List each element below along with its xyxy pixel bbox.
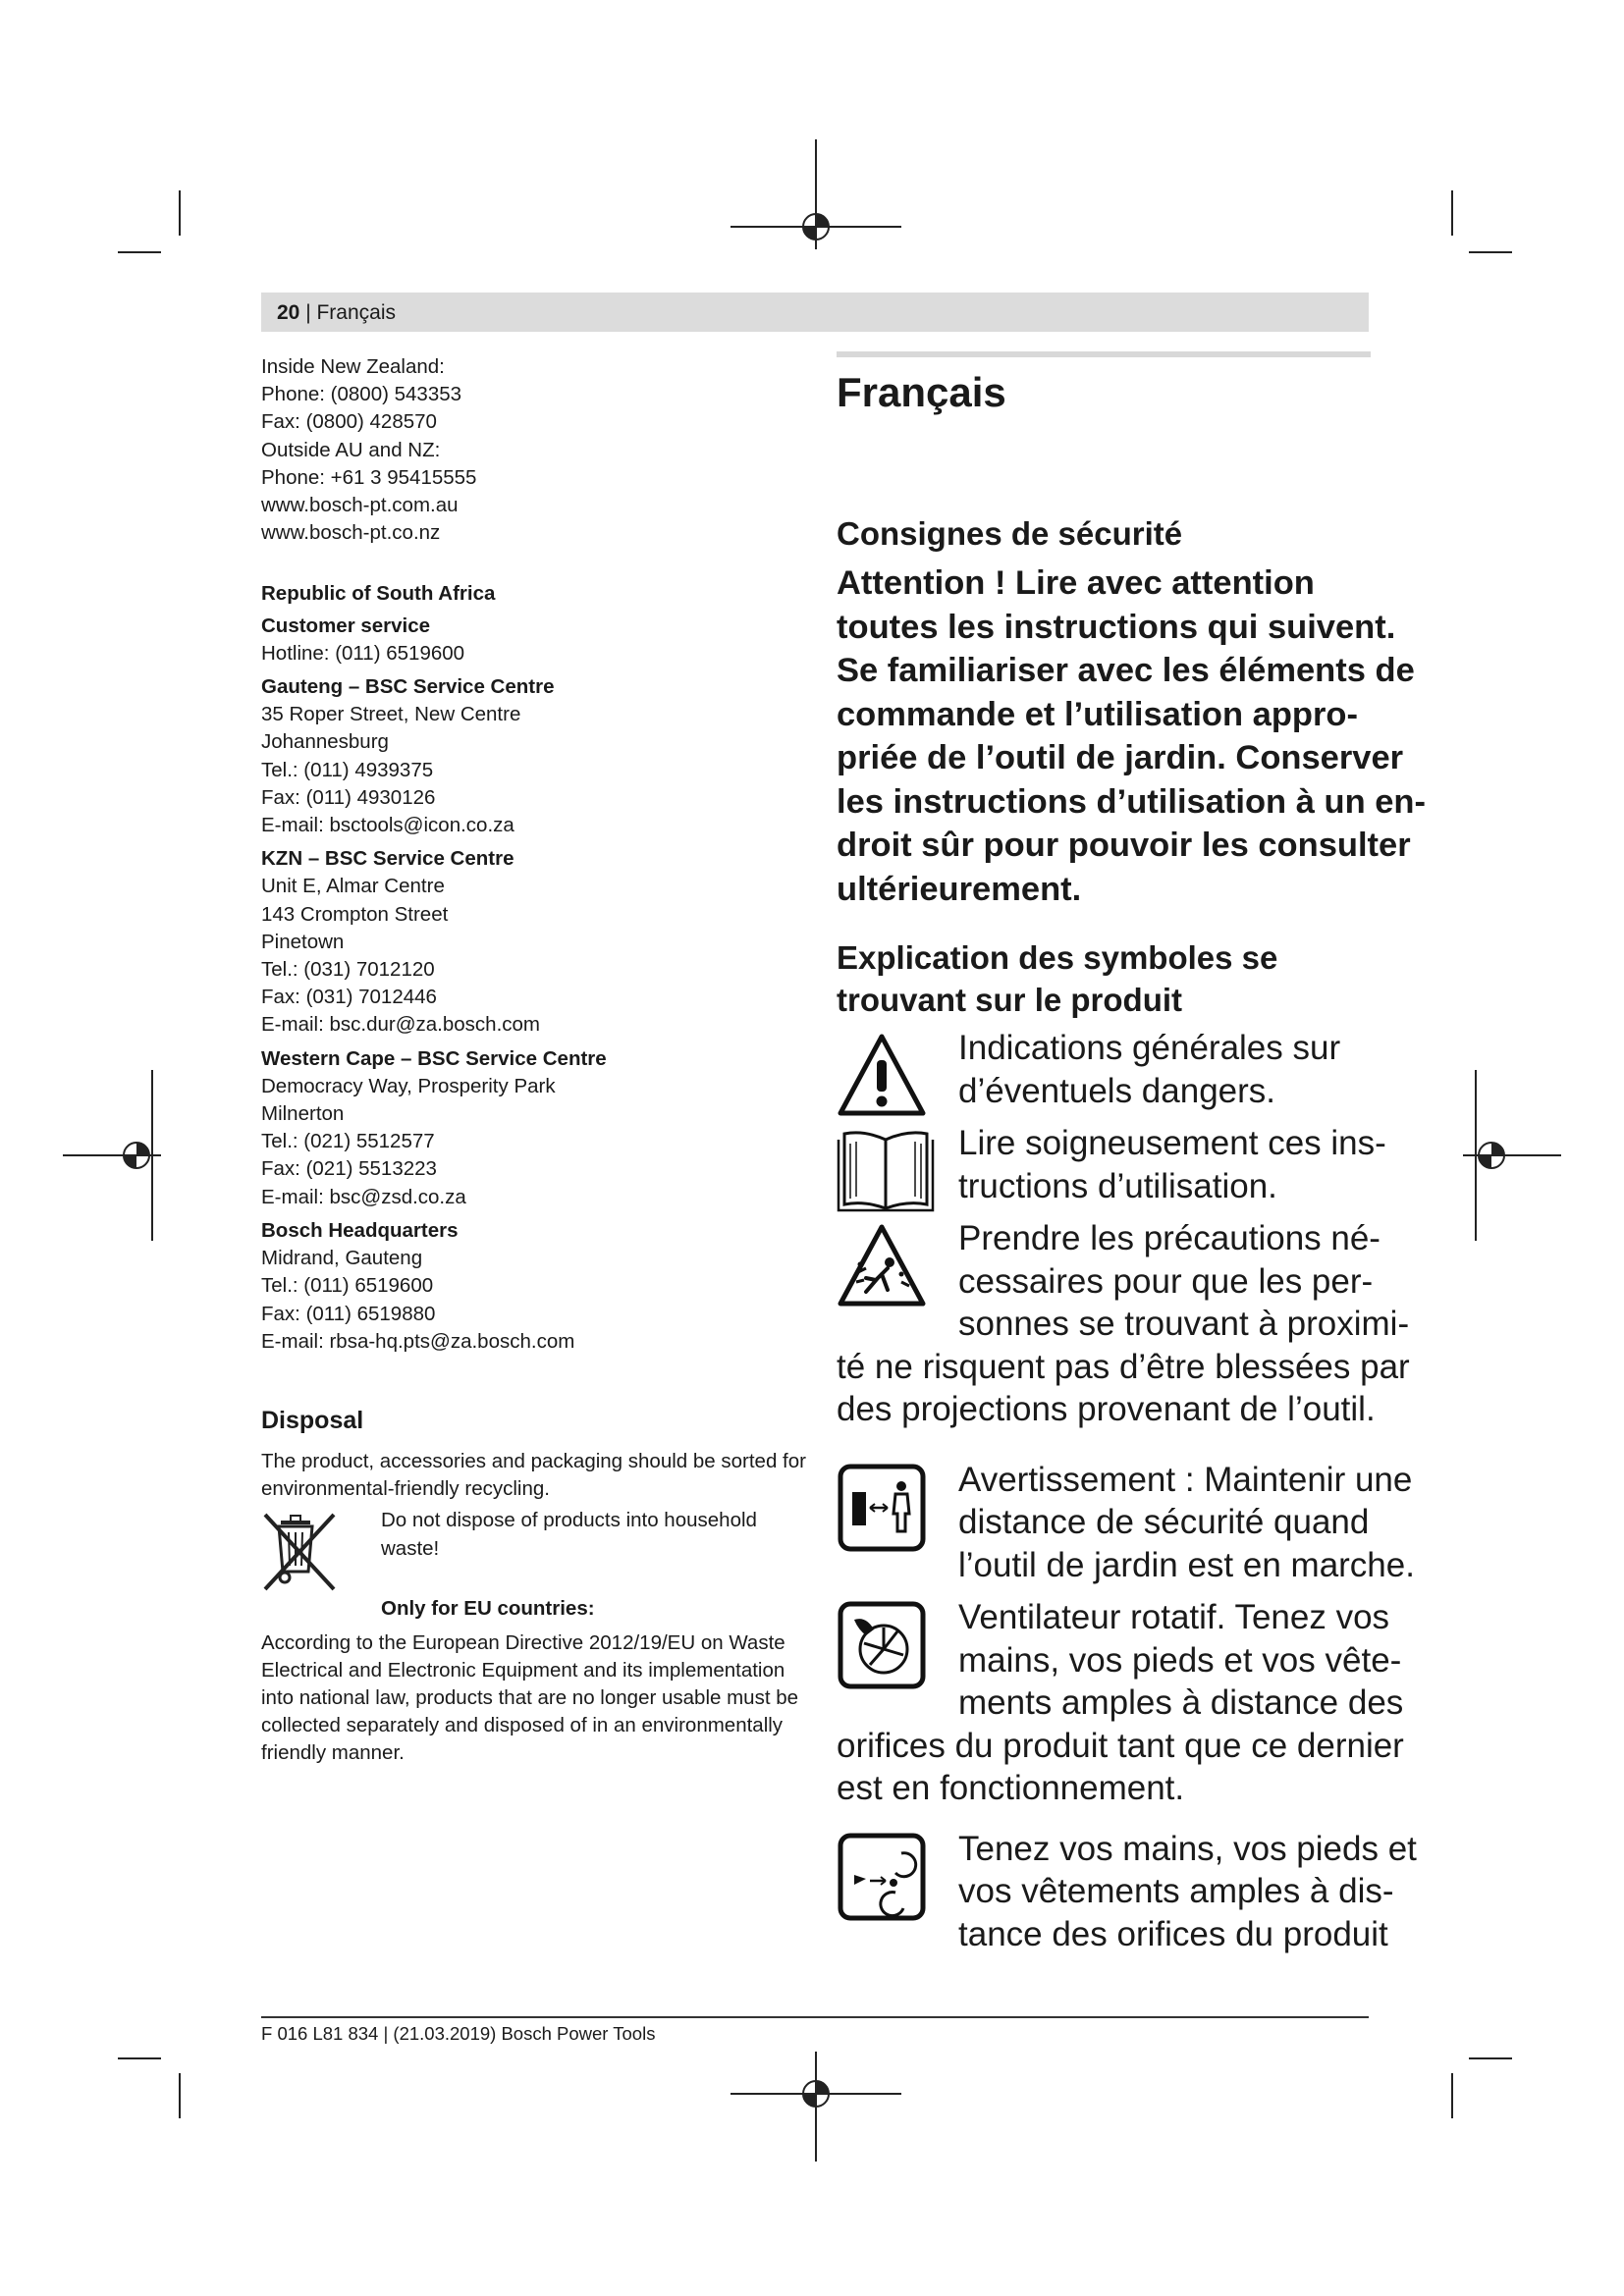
email-link[interactable]: E-mail: bsc@zsd.co.za bbox=[261, 1185, 466, 1208]
section-title: Customer service bbox=[261, 614, 431, 637]
header-section: Français bbox=[316, 301, 397, 324]
section-rule bbox=[837, 351, 1371, 357]
section-title: Gauteng – BSC Service Centre bbox=[261, 675, 555, 699]
contact-line: 143 Crompton Street bbox=[261, 902, 449, 926]
contact-line: Fax: (031) 7012446 bbox=[261, 986, 437, 1009]
website-link[interactable]: www.bosch-pt.com.au bbox=[261, 494, 459, 517]
symbol-text-line: Tenez vos mains, vos pieds et bbox=[958, 1829, 1417, 1868]
symbol-text-line: ments amples à distance des bbox=[958, 1683, 1404, 1722]
contact-line: Hotline: (011) 6519600 bbox=[261, 641, 465, 665]
symbol-text-line: Avertissement : Maintenir une bbox=[958, 1460, 1413, 1499]
contact-line: Outside AU and NZ: bbox=[261, 438, 441, 461]
website-link[interactable]: www.bosch-pt.co.nz bbox=[261, 521, 441, 545]
contact-line: Fax: (0800) 428570 bbox=[261, 410, 437, 434]
crop-mark bbox=[1451, 2073, 1453, 2118]
attention-line: toutes les instructions qui suivent. bbox=[837, 608, 1396, 646]
eu-heading: Only for EU countries: bbox=[381, 1597, 595, 1621]
registration-mark-icon bbox=[799, 210, 833, 243]
crop-mark bbox=[118, 251, 161, 253]
left-column bbox=[261, 353, 811, 1768]
contact-line: Inside New Zealand: bbox=[261, 355, 445, 378]
attention-line: Attention ! Lire avec attention bbox=[837, 564, 1315, 602]
symbol-text-line: té ne risquent pas d’être blessées par bbox=[837, 1347, 1410, 1386]
symbols-heading-line: Explication des symboles se bbox=[837, 939, 1278, 976]
south-africa-heading: Republic of South Africa bbox=[261, 582, 496, 606]
weee-notice bbox=[261, 1507, 811, 1595]
email-link[interactable]: E-mail: bsc.dur@za.bosch.com bbox=[261, 1013, 540, 1037]
symbol-item bbox=[837, 1217, 1410, 1431]
contact-line: Democracy Way, Prosperity Park bbox=[261, 1074, 556, 1097]
contact-line: Fax: (011) 6519880 bbox=[261, 1302, 436, 1325]
safety-heading: Consignes de sécurité bbox=[837, 515, 1183, 552]
registration-mark-icon bbox=[1475, 1139, 1508, 1172]
crop-mark bbox=[179, 2073, 181, 2118]
manual-book-icon bbox=[835, 1126, 937, 1216]
attention-line: commande et l’utilisation appro- bbox=[837, 695, 1358, 733]
crop-mark bbox=[118, 2057, 161, 2059]
nz-contact bbox=[261, 353, 811, 547]
contact-line: Fax: (011) 4930126 bbox=[261, 785, 436, 809]
attention-line: droit sûr pour pouvoir les consulter bbox=[837, 827, 1411, 864]
thrown-objects-icon bbox=[837, 1221, 927, 1311]
right-column bbox=[837, 512, 1426, 1965]
contact-line: Tel.: (011) 4939375 bbox=[261, 758, 434, 781]
crop-mark bbox=[1469, 251, 1512, 253]
symbol-text-line: l’outil de jardin est en marche. bbox=[958, 1545, 1415, 1584]
language-title: Français bbox=[837, 369, 1006, 415]
contact-line: Phone: +61 3 95415555 bbox=[261, 465, 477, 489]
symbol-item bbox=[837, 1459, 1415, 1587]
symbol-item bbox=[837, 1027, 1375, 1112]
symbol-item bbox=[837, 1828, 1417, 1956]
contact-line: Unit E, Almar Centre bbox=[261, 875, 445, 898]
attention-line: Se familiariser avec les éléments de bbox=[837, 652, 1415, 689]
warning-triangle-icon bbox=[837, 1031, 927, 1121]
symbol-text-line: distance de sécurité quand bbox=[958, 1503, 1370, 1541]
section-title: Western Cape – BSC Service Centre bbox=[261, 1046, 607, 1070]
email-link[interactable]: E-mail: rbsa-hq.pts@za.bosch.com bbox=[261, 1329, 575, 1353]
rotating-fan-icon bbox=[837, 1600, 927, 1690]
symbols-heading bbox=[837, 936, 1375, 1021]
attention-notice bbox=[837, 561, 1426, 911]
disposal-intro: The product, accessories and packaging should be sorted for environmental-friendly recycling. bbox=[261, 1449, 806, 1501]
registration-mark-icon bbox=[799, 2077, 833, 2110]
contact-line: Phone: (0800) 543353 bbox=[261, 383, 462, 406]
symbol-text-line: orifices du produit tant que ce dernier bbox=[837, 1726, 1404, 1765]
contact-line: Johannesburg bbox=[261, 730, 389, 754]
eu-text: According to the European Directive 2012/19/EU on Waste Electrical and Electronic Equipment and its implementation into national law, products that are no longer usable must be collected separately and disposed of in an environmentally friendly manner. bbox=[261, 1630, 799, 1765]
symbol-text-line: tance des orifices du produit bbox=[958, 1914, 1388, 1953]
weee-text: Do not dispose of products into household waste! bbox=[381, 1509, 757, 1560]
contact-line: Pinetown bbox=[261, 930, 345, 953]
keep-away-openings-icon bbox=[837, 1832, 927, 1922]
contact-line: 35 Roper Street, New Centre bbox=[261, 703, 521, 726]
symbol-text-line: des projections provenant de l’outil. bbox=[837, 1390, 1376, 1428]
contact-line: Tel.: (031) 7012120 bbox=[261, 958, 435, 982]
crossed-out-bin-icon bbox=[261, 1511, 338, 1593]
symbol-item bbox=[837, 1122, 1386, 1207]
crop-mark bbox=[1451, 190, 1453, 236]
contact-line: Tel.: (011) 6519600 bbox=[261, 1274, 434, 1298]
page-header-bar bbox=[261, 293, 1369, 332]
crop-mark bbox=[179, 190, 181, 236]
symbol-item bbox=[837, 1596, 1404, 1810]
page-header: 20 | Français bbox=[277, 301, 397, 324]
attention-line: priée de l’outil de jardin. Conserver bbox=[837, 739, 1404, 776]
symbol-text-line: Prendre les précautions né- bbox=[958, 1219, 1380, 1257]
section-title: Bosch Headquarters bbox=[261, 1218, 459, 1242]
symbol-text-line: vos vêtements amples à dis- bbox=[958, 1872, 1394, 1910]
symbol-text-line: tructions d’utilisation. bbox=[958, 1166, 1277, 1205]
footer-text: F 016 L81 834 | (21.03.2019) Bosch Power Tools bbox=[261, 2023, 656, 2044]
symbol-text-line: Indications générales sur bbox=[958, 1029, 1341, 1067]
symbol-text-line: mains, vos pieds et vos vête- bbox=[958, 1640, 1402, 1680]
page-number: 20 bbox=[277, 301, 300, 324]
registration-mark-icon bbox=[120, 1139, 153, 1172]
symbols-heading-line: trouvant sur le produit bbox=[837, 982, 1183, 1018]
section-title: KZN – BSC Service Centre bbox=[261, 847, 514, 871]
email-link[interactable]: E-mail: bsctools@icon.co.za bbox=[261, 814, 514, 837]
contact-line: Milnerton bbox=[261, 1102, 345, 1126]
symbol-text-line: est en fonctionnement. bbox=[837, 1769, 1185, 1807]
attention-line: ultérieurement. bbox=[837, 870, 1082, 908]
symbol-text-line: d’éventuels dangers. bbox=[958, 1071, 1275, 1110]
symbol-text-line: Lire soigneusement ces ins- bbox=[958, 1124, 1386, 1162]
attention-line: les instructions d’utilisation à un en- bbox=[837, 782, 1426, 821]
symbol-text-line: sonnes se trouvant à proximi- bbox=[958, 1305, 1410, 1343]
contact-line: Midrand, Gauteng bbox=[261, 1247, 423, 1270]
safe-distance-icon bbox=[837, 1463, 927, 1553]
symbol-text-line: cessaires pour que les per- bbox=[958, 1261, 1374, 1301]
disposal-heading: Disposal bbox=[261, 1406, 364, 1434]
symbol-text-line: Ventilateur rotatif. Tenez vos bbox=[958, 1598, 1390, 1636]
contact-line: Fax: (021) 5513223 bbox=[261, 1157, 437, 1181]
footer-rule bbox=[261, 2016, 1369, 2018]
crop-mark bbox=[1469, 2057, 1512, 2059]
contact-line: Tel.: (021) 5512577 bbox=[261, 1130, 435, 1153]
